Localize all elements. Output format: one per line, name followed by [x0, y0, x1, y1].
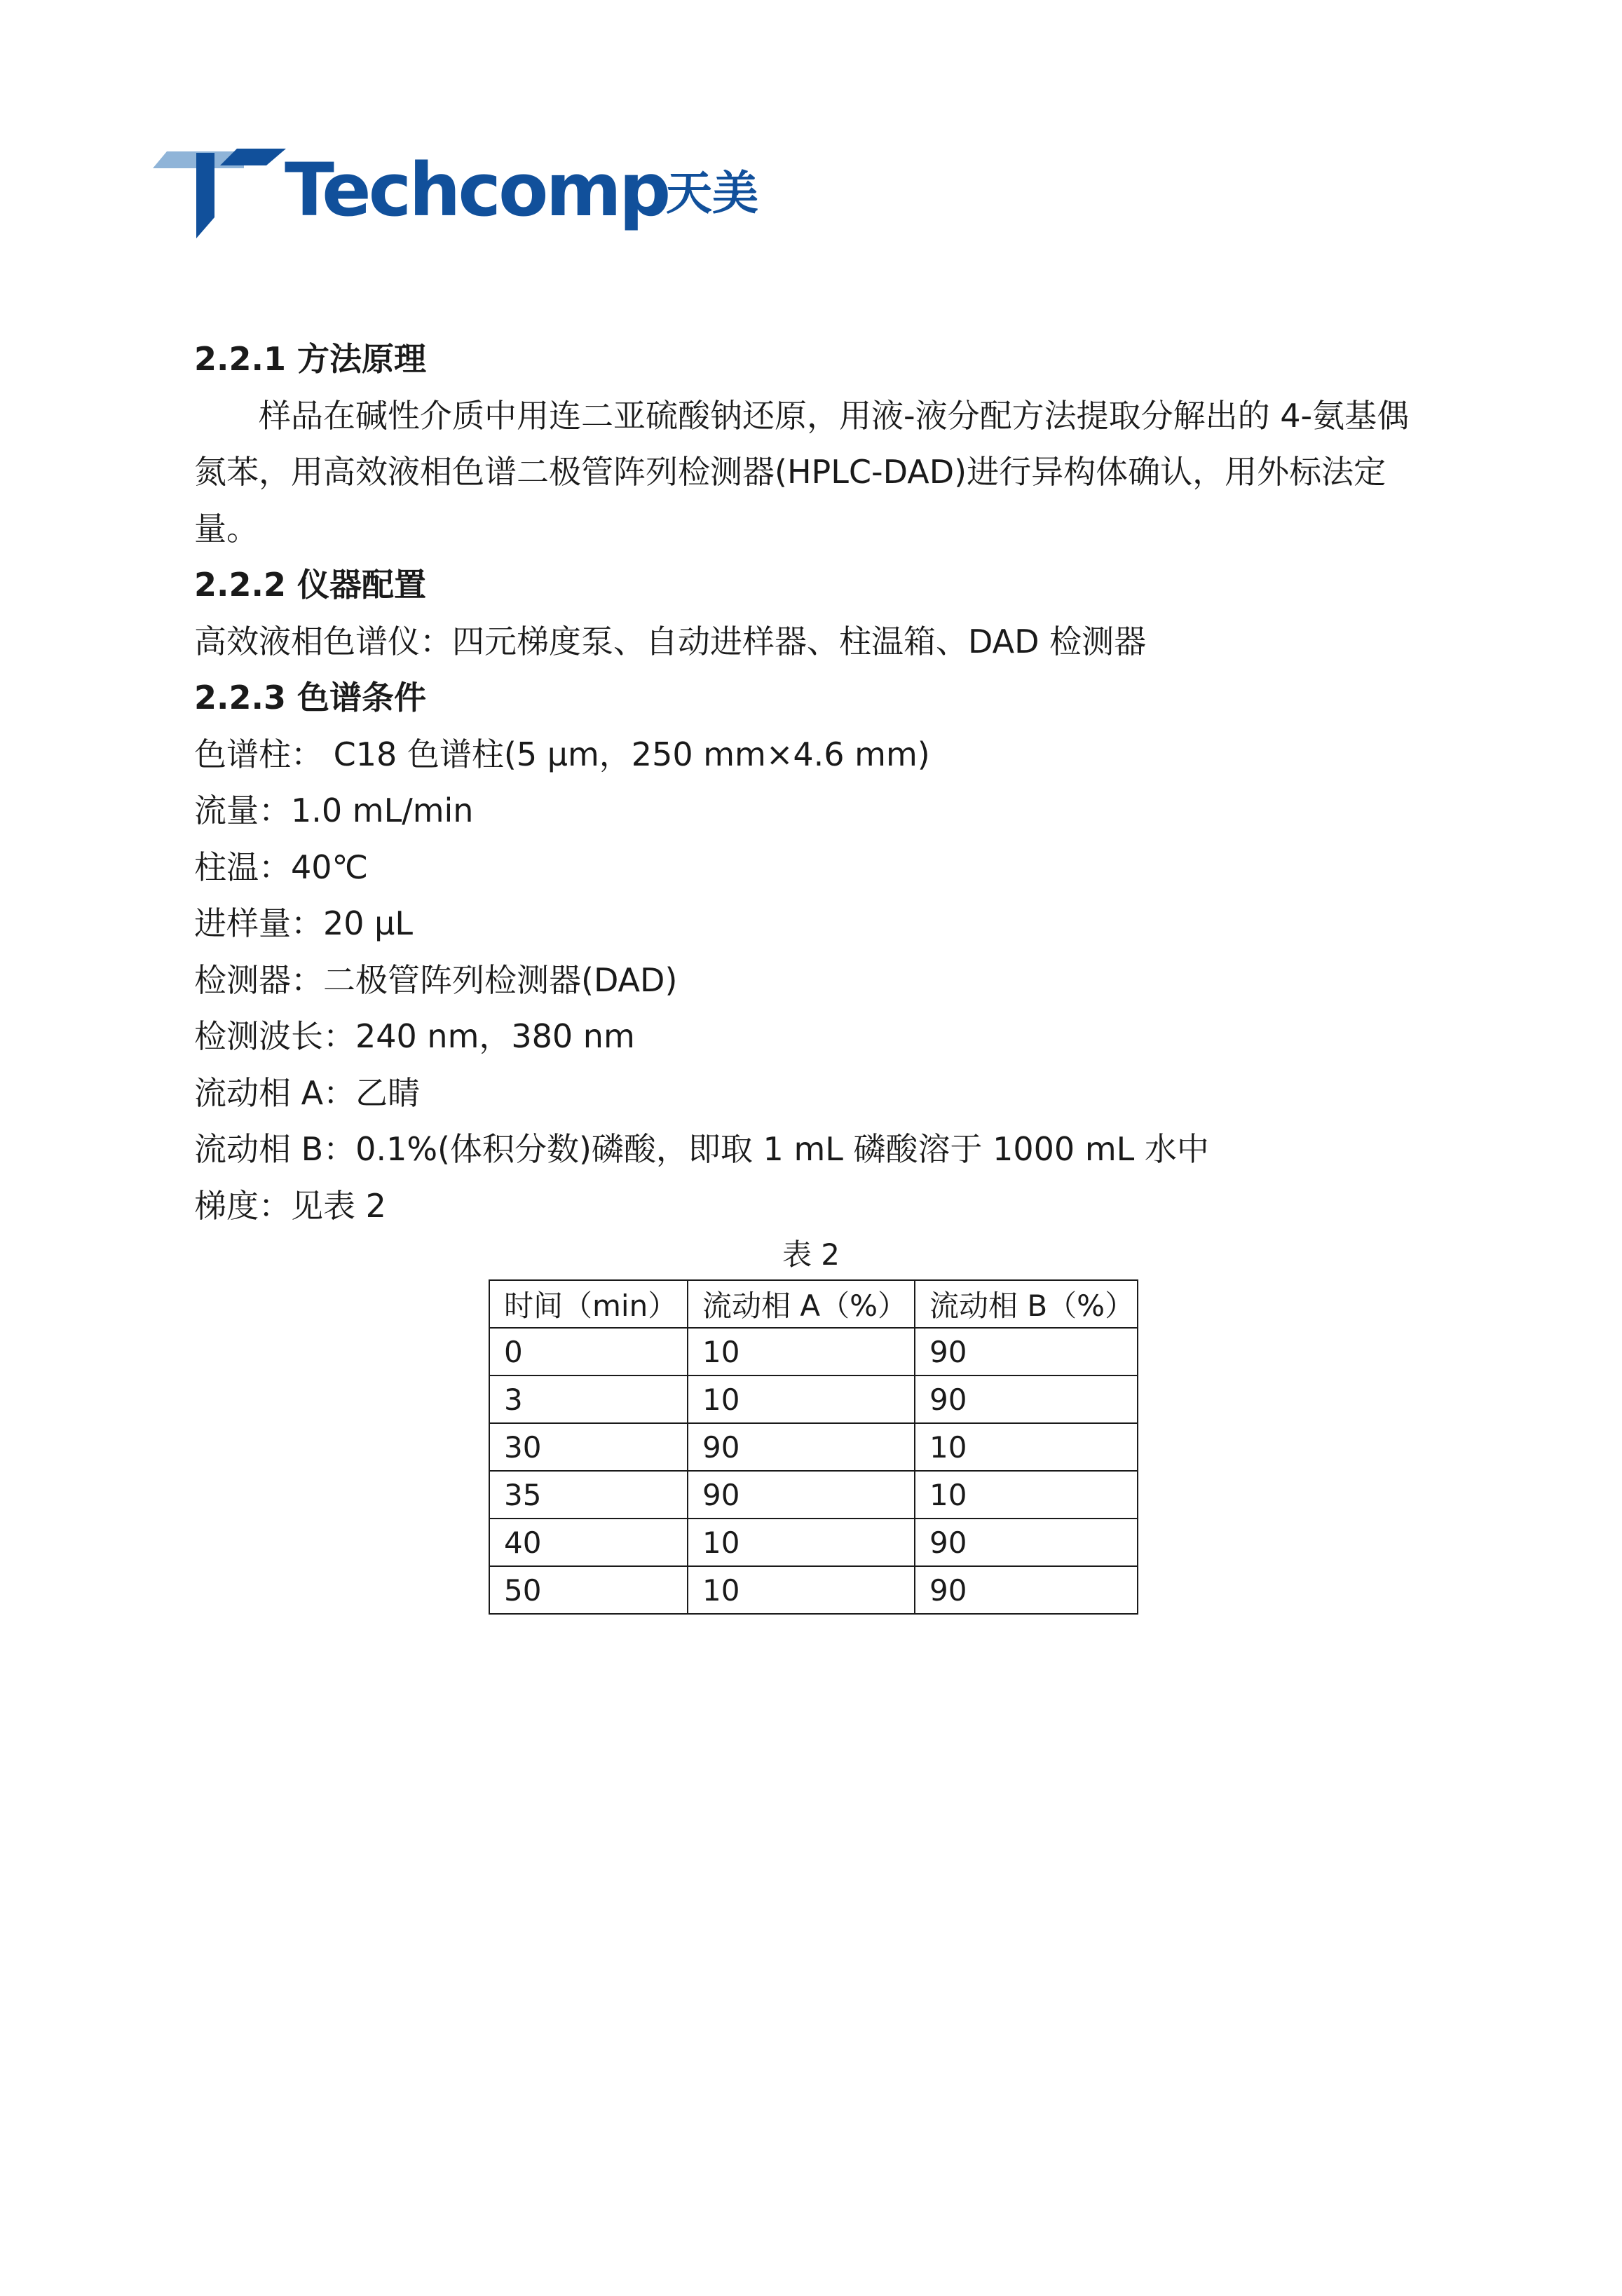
cell-phase-a: 10: [688, 1519, 915, 1566]
table-caption: 表 2: [782, 1237, 840, 1272]
condition-injection-volume: 进样量：20 μL: [194, 904, 414, 942]
table-row: [489, 1471, 1138, 1519]
condition-flow-rate: 流量：1.0 mL/min: [194, 792, 474, 829]
table-row: [489, 1328, 1138, 1375]
condition-column: 色谱柱： C18 色谱柱(5 μm，250 mm×4.6 mm): [194, 735, 930, 773]
column-header-phase-a: 流动相 A（%）: [688, 1280, 915, 1328]
cell-phase-a: 10: [688, 1566, 915, 1614]
paragraph-line: 样品在碱性介质中用连二亚硫酸钠还原，用液-液分配方法提取分解出的 4-氨基偶: [259, 396, 1410, 435]
cell-phase-a: 90: [688, 1471, 915, 1519]
cell-phase-a: 90: [688, 1423, 915, 1471]
cell-phase-a: 10: [688, 1328, 915, 1375]
paragraph-line: 量。: [194, 509, 259, 548]
table-row: [489, 1566, 1138, 1614]
section-heading-method-principle: 2.2.1 方法原理: [194, 340, 426, 378]
condition-wavelength: 检测波长：240 nm，380 nm: [194, 1017, 635, 1055]
condition-gradient: 梯度：见表 2: [194, 1186, 386, 1225]
table-header-row: [489, 1280, 1138, 1328]
condition-mobile-phase-a: 流动相 A：乙睛: [194, 1073, 421, 1112]
table-row: [489, 1519, 1138, 1566]
table-row: [489, 1423, 1138, 1471]
company-logo: [153, 147, 770, 238]
column-header-time: 时间（min）: [489, 1280, 688, 1328]
logo-wordmark: Techcomp: [285, 147, 669, 233]
column-header-phase-b: 流动相 B（%）: [915, 1280, 1138, 1328]
cell-time: 50: [489, 1566, 688, 1614]
cell-time: 0: [489, 1328, 688, 1375]
logo-chinese-name: 天美: [666, 166, 758, 220]
cell-phase-b: 10: [915, 1471, 1138, 1519]
condition-detector: 检测器：二极管阵列检测器(DAD): [194, 960, 678, 999]
cell-time: 35: [489, 1471, 688, 1519]
cell-phase-b: 90: [915, 1566, 1138, 1614]
cell-time: 3: [489, 1375, 688, 1423]
section-heading-instrument-config: 2.2.2 仪器配置: [194, 566, 426, 604]
instrument-line: 高效液相色谱仪：四元梯度泵、自动进样器、柱温箱、DAD 检测器: [194, 622, 1147, 660]
condition-mobile-phase-b: 流动相 B：0.1%(体积分数)磷酸，即取 1 mL 磷酸溶于 1000 mL 水中: [194, 1130, 1209, 1168]
techcomp-logo-mark-icon: [153, 147, 286, 238]
cell-phase-b: 10: [915, 1423, 1138, 1471]
cell-phase-b: 90: [915, 1328, 1138, 1375]
cell-phase-a: 10: [688, 1375, 915, 1423]
gradient-table: [489, 1279, 1138, 1615]
cell-phase-b: 90: [915, 1375, 1138, 1423]
section-heading-chromatographic-conditions: 2.2.3 色谱条件: [194, 679, 426, 716]
paragraph-line: 氮苯，用高效液相色谱二极管阵列检测器(HPLC-DAD)进行异构体确认，用外标法定: [194, 453, 1386, 491]
condition-column-temp: 柱温：40℃: [194, 848, 369, 886]
cell-phase-b: 90: [915, 1519, 1138, 1566]
table-row: [489, 1375, 1138, 1423]
cell-time: 30: [489, 1423, 688, 1471]
cell-time: 40: [489, 1519, 688, 1566]
document-body: [194, 331, 1442, 1234]
